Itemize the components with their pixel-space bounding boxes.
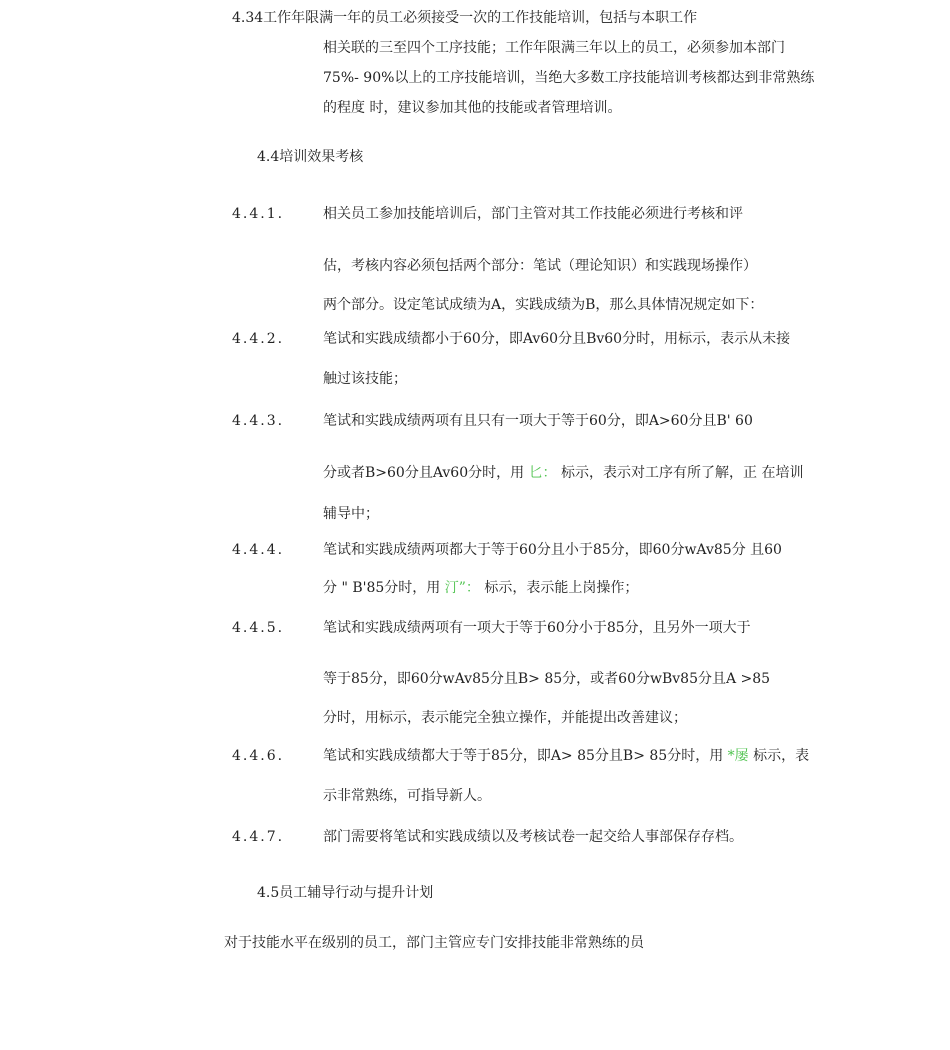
item-4-4-2-line-1: 笔试和实践成绩都小于60分，即Av60分且Bv60分时，用标示，表示从未接 xyxy=(323,331,791,347)
level-mark-symbol: 匕： xyxy=(528,465,557,481)
item-4-4-3-line-2 xyxy=(323,463,803,483)
paragraph-4-3-4-line-1: 4.34工作年限满一年的员工必须接受一次的工作技能培训，包括与本职工作 xyxy=(232,10,698,26)
paragraph-4-3-4-line-3: 75%- 90%以上的工序技能培训，当绝大多数工序技能培训考核都达到非常熟练 xyxy=(323,70,815,86)
item-4-4-4-line-2-start: 分 " B'85分时，用 xyxy=(323,580,441,596)
item-4-4-3-line-3: 辅导中； xyxy=(323,506,379,522)
item-4-4-1-line-1: 相关员工参加技能培训后，部门主管对其工作技能必须进行考核和评 xyxy=(323,206,743,222)
item-4-4-5-line-1: 笔试和实践成绩两项有一项大于等于60分小于85分，且另外一项大于 xyxy=(323,620,751,636)
item-number-4-4-6: 4.4.6. xyxy=(232,748,285,764)
item-4-4-2-line-2: 触过该技能； xyxy=(323,371,407,387)
item-4-4-7-line-1: 部门需要将笔试和实践成绩以及考核试卷一起交给人事部保存存档。 xyxy=(323,829,743,845)
paragraph-4-5-line-1: 对于技能水平在级别的员工，部门主管应专门安排技能非常熟练的员 xyxy=(224,935,644,951)
item-4-4-1-line-3: 两个部分。设定笔试成绩为A，实践成绩为B，那么具体情况规定如下： xyxy=(323,297,764,313)
item-4-4-3-line-2-start: 分或者B>60分且Av60分时，用 xyxy=(323,465,525,481)
item-4-4-3-line-1: 笔试和实践成绩两项有且只有一项大于等于60分，即A>60分且B' 60 xyxy=(323,413,753,429)
item-number-4-4-2: 4.4.2. xyxy=(232,331,285,347)
section-heading-4-5: 4.5员工辅导行动与提升计划 xyxy=(257,885,434,901)
level-mark-symbol: 汀”： xyxy=(444,580,480,596)
paragraph-4-3-4-line-4: 的程度 时，建议参加其他的技能或者管理培训。 xyxy=(323,100,622,116)
item-4-4-3-line-2-end: 标示，表示对工序有所了解，正 在培训 xyxy=(561,465,804,481)
item-4-4-5-line-2: 等于85分，即60分wAv85分且B> 85分，或者60分wBv85分且A >85 xyxy=(323,671,771,687)
item-number-4-4-3: 4.4.3. xyxy=(232,413,285,429)
item-number-4-4-1: 4.4.1. xyxy=(232,206,285,222)
item-4-4-4-line-1: 笔试和实践成绩两项都大于等于60分且小于85分，即60分wAv85分 且60 xyxy=(323,542,782,558)
item-4-4-6-line-1-end: 标示，表 xyxy=(753,748,810,764)
paragraph-4-3-4-line-2: 相关联的三至四个工序技能；工作年限满三年以上的员工，必须参加本部门 xyxy=(323,40,785,56)
item-4-4-4-line-2 xyxy=(323,578,638,598)
item-4-4-1-line-2: 估，考核内容必须包括两个部分：笔试（理论知识）和实践现场操作） xyxy=(323,258,757,274)
item-number-4-4-5: 4.4.5. xyxy=(232,620,285,636)
item-number-4-4-4: 4.4.4. xyxy=(232,542,285,558)
item-4-4-6-line-1 xyxy=(323,746,809,766)
item-4-4-6-line-1-start: 笔试和实践成绩都大于等于85分，即A> 85分且B> 85分时，用 xyxy=(323,748,724,764)
item-4-4-4-line-2-end: 标示，表示能上岗操作； xyxy=(484,580,639,596)
item-4-4-5-line-3: 分时，用标示，表示能完全独立操作，并能提出改善建议； xyxy=(323,710,687,726)
level-mark-symbol: *屡 xyxy=(727,748,749,764)
section-heading-4-4: 4.4培训效果考核 xyxy=(257,149,364,165)
item-number-4-4-7: 4.4.7. xyxy=(232,829,285,845)
item-4-4-6-line-2: 示非常熟练，可指导新人。 xyxy=(323,788,491,804)
